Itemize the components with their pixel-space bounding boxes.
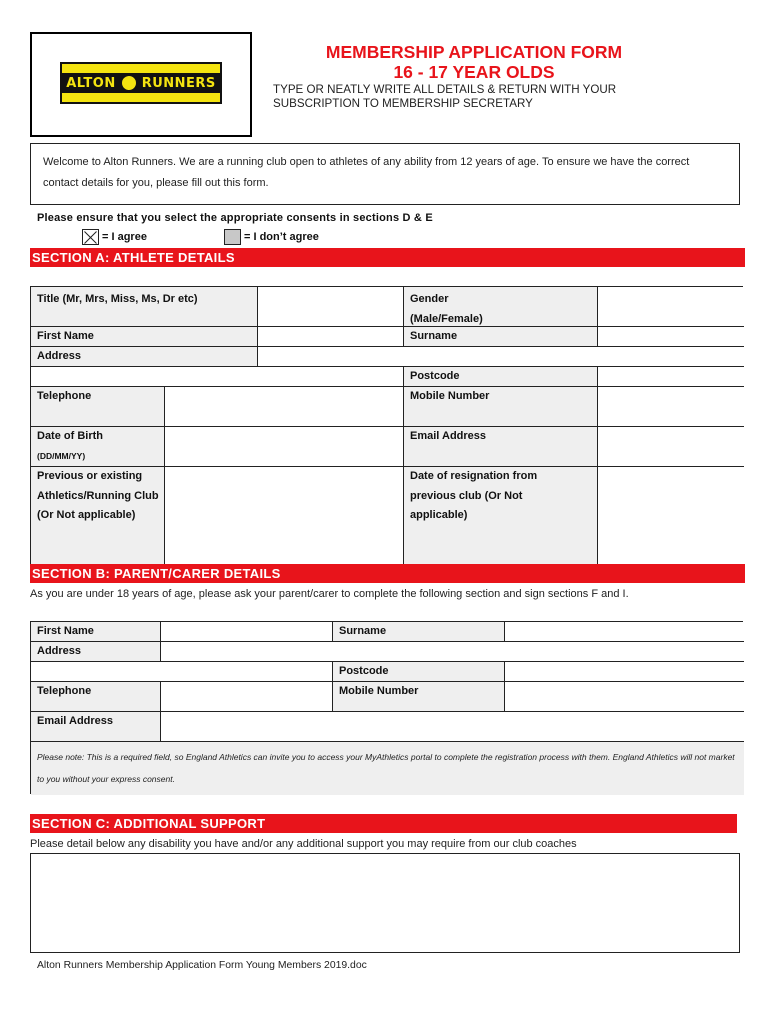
- table-row: [31, 467, 742, 573]
- section-a-header: SECTION A: ATHLETE DETAILS: [30, 248, 745, 267]
- table-row: [31, 287, 742, 327]
- runner-emblem-icon: [120, 74, 138, 92]
- section-b-header: SECTION B: PARENT/CARER DETAILS: [30, 564, 745, 583]
- parent-address-line2-field[interactable]: [31, 662, 333, 682]
- address-label: Address: [37, 350, 82, 362]
- consent-note: Please ensure that you select the appropriate consents in sections D & E: [37, 212, 433, 224]
- parent-postcode-label: Postcode: [339, 665, 389, 677]
- parent-address-field[interactable]: [161, 642, 744, 662]
- mobile-label: Mobile Number: [410, 390, 490, 402]
- section-c-header: SECTION C: ADDITIONAL SUPPORT: [30, 814, 737, 833]
- dob-field[interactable]: [165, 427, 404, 467]
- parent-telephone-label-cell: [31, 682, 161, 712]
- resignation-label-cell: [404, 467, 598, 573]
- telephone-label: Telephone: [37, 390, 92, 402]
- parent-email-label: Email Address: [37, 715, 114, 727]
- parent-mobile-label-cell: [333, 682, 505, 712]
- previous-club-label-cell: [31, 467, 165, 573]
- telephone-field[interactable]: [165, 387, 404, 427]
- parent-email-field[interactable]: [161, 712, 744, 742]
- table-row: [31, 347, 742, 367]
- parent-details-table: [30, 621, 743, 794]
- table-row: [31, 682, 742, 712]
- form-title-line1: MEMBERSHIP APPLICATION FORM: [325, 42, 623, 62]
- document-footer: Alton Runners Membership Application Form Young Members 2019.doc: [37, 960, 367, 971]
- section-c-intro: Please detail below any disability you have and/or any additional support you may require from our club coaches: [30, 838, 577, 850]
- parent-first-name-label-cell: [31, 622, 161, 642]
- legend-agree-label: = I agree: [102, 231, 147, 243]
- mobile-field[interactable]: [598, 387, 744, 427]
- form-title-line2: 16 - 17 YEAR OLDS: [393, 62, 555, 82]
- postcode-label: Postcode: [410, 370, 460, 382]
- logo-text-left: ALTON: [66, 75, 116, 91]
- title-field[interactable]: [258, 287, 404, 327]
- email-label: Email Address: [410, 430, 487, 442]
- address-field[interactable]: [258, 347, 744, 367]
- previous-club-label: Previous or existing Athletics/Running Club (Or Not applicable): [37, 470, 159, 521]
- legend-disagree-label: = I don’t agree: [244, 231, 319, 243]
- logo-wordmark: [66, 74, 216, 92]
- unchecked-box-icon: [224, 229, 241, 245]
- surname-label: Surname: [410, 330, 458, 342]
- gender-label: Gender (Male/Female): [410, 293, 483, 325]
- parent-address-label-cell: [31, 642, 161, 662]
- telephone-label-cell: [31, 387, 165, 427]
- parent-email-label-cell: [31, 712, 161, 742]
- dob-format-hint: (DD/MM/YY): [37, 451, 86, 461]
- section-b-intro: As you are under 18 years of age, please ask your parent/carer to complete the following section and sign sections F and I.: [30, 588, 629, 600]
- welcome-box: Welcome to Alton Runners. We are a running club open to athletes of any ability from 12 years of age. To ensure we have the correct contact details for you, please fill out this form.: [30, 143, 740, 205]
- dob-label-cell: [31, 427, 165, 467]
- checked-box-icon: [82, 229, 99, 245]
- club-logo: [60, 62, 222, 104]
- parent-surname-label-cell: [333, 622, 505, 642]
- parent-postcode-label-cell: [333, 662, 505, 682]
- parent-postcode-field[interactable]: [505, 662, 744, 682]
- parent-first-name-field[interactable]: [161, 622, 333, 642]
- first-name-label: First Name: [37, 330, 94, 342]
- table-row: [31, 367, 742, 387]
- table-row: [31, 662, 742, 682]
- parent-address-label: Address: [37, 645, 82, 657]
- form-title: [274, 42, 674, 82]
- legend-agree: [82, 229, 147, 245]
- postcode-field[interactable]: [598, 367, 744, 387]
- table-row: [31, 742, 742, 795]
- additional-support-field[interactable]: [30, 853, 740, 953]
- parent-first-name-label: First Name: [37, 625, 94, 637]
- legend-disagree: [224, 229, 319, 245]
- table-row: [31, 427, 742, 467]
- parent-telephone-field[interactable]: [161, 682, 333, 712]
- first-name-field[interactable]: [258, 327, 404, 347]
- title-label: Title (Mr, Mrs, Miss, Ms, Dr etc): [37, 293, 198, 305]
- gender-field[interactable]: [598, 287, 744, 327]
- parent-telephone-label: Telephone: [37, 685, 92, 697]
- parent-note-cell: [31, 742, 744, 795]
- logo-text-right: RUNNERS: [141, 75, 216, 91]
- surname-field[interactable]: [598, 327, 744, 347]
- athlete-details-table: [30, 286, 743, 572]
- table-row: [31, 387, 742, 427]
- table-row: [31, 712, 742, 742]
- resignation-label: Date of resignation from previous club (Or Not applicable): [410, 470, 538, 521]
- postcode-label-cell: [404, 367, 598, 387]
- dob-label: Date of Birth: [37, 430, 103, 442]
- parent-surname-label: Surname: [339, 625, 387, 637]
- parent-mobile-field[interactable]: [505, 682, 744, 712]
- address-label-cell: [31, 347, 258, 367]
- address-line2-field[interactable]: [31, 367, 404, 387]
- email-field[interactable]: [598, 427, 744, 467]
- first-name-label-cell: [31, 327, 258, 347]
- logo-frame: [30, 32, 252, 137]
- form-instructions: TYPE OR NEATLY WRITE ALL DETAILS & RETURN WITH YOUR SUBSCRIPTION TO MEMBERSHIP SECRETARY: [273, 83, 617, 110]
- mobile-label-cell: [404, 387, 598, 427]
- table-row: [31, 622, 742, 642]
- email-label-cell: [404, 427, 598, 467]
- surname-label-cell: [404, 327, 598, 347]
- parent-required-note: Please note: This is a required field, so England Athletics can invite you to access your MyAthletics portal to complete the registration process with them. England Athletics will not market to you without your express consent.: [37, 752, 735, 784]
- previous-club-field[interactable]: [165, 467, 404, 573]
- parent-mobile-label: Mobile Number: [339, 685, 419, 697]
- table-row: [31, 642, 742, 662]
- table-row: [31, 327, 742, 347]
- resignation-field[interactable]: [598, 467, 744, 573]
- parent-surname-field[interactable]: [505, 622, 744, 642]
- gender-label-cell: [404, 287, 598, 327]
- title-label-cell: [31, 287, 258, 327]
